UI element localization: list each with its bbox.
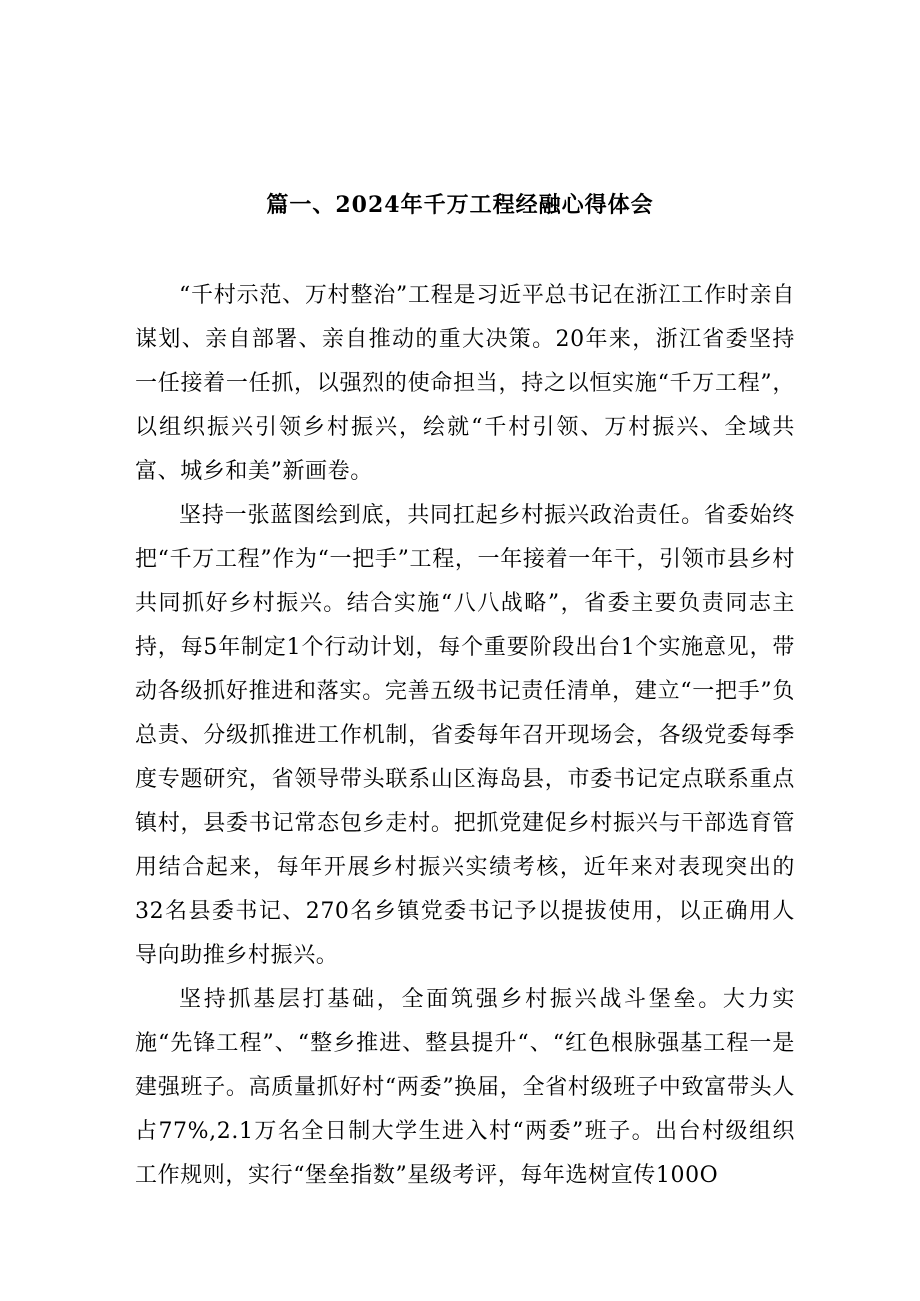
document-body: [135, 274, 795, 1198]
document-title: 篇一、2024年千万工程经融心得体会: [266, 191, 654, 218]
paragraph-1: “千村示范、万村整治”工程是习近平总书记在浙江工作时亲自谋划、亲自部署、亲自推动的重大决策。20年来，浙江省委坚持一任接着一任抓，以强烈的使命担当，持之以恒实施“千万工程”，以组织振兴引领乡村振兴，绘就“千村引领、万村振兴、全域共富、城乡和美”新画卷。: [135, 283, 795, 484]
paragraph-2: 坚持一张蓝图绘到底，共同扛起乡村振兴政治责任。省委始终把“千万工程”作为“一把手”工程，一年接着一年干，引领市县乡村共同抓好乡村振兴。结合实施“八八战略”，省委主要负责同志主持，每5年制定1个行动计划，每个重要阶段出台1个实施意见，带动各级抓好推进和落实。完善五级书记责任清单，建立“一把手”负总责、分级抓推进工作机制，省委每年召开现场会，各级党委每季度专题研究，省领导带头联系山区海岛县，市委书记定点联系重点镇村，县委书记常态包乡走村。把抓党建促乡村振兴与干部选育管用结合起来，每年开展乡村振兴实绩考核，近年来对表现突出的32名县委书记、270名乡镇党委书记予以提拔使用，以正确用人导向助推乡村振兴。: [135, 503, 795, 968]
paragraph-3: 坚持抓基层打基础，全面筑强乡村振兴战斗堡垒。大力实施“先锋工程”、“整乡推进、整县提升“、“红色根脉强基工程一是建强班子。高质量抓好村“两委”换届，全省村级班子中致富带头人占77%,2.1万名全日制大学生进入村“两委”班子。出台村级组织工作规则，实行“堡垒指数”星级考评，每年选树宣传100O: [135, 987, 795, 1188]
